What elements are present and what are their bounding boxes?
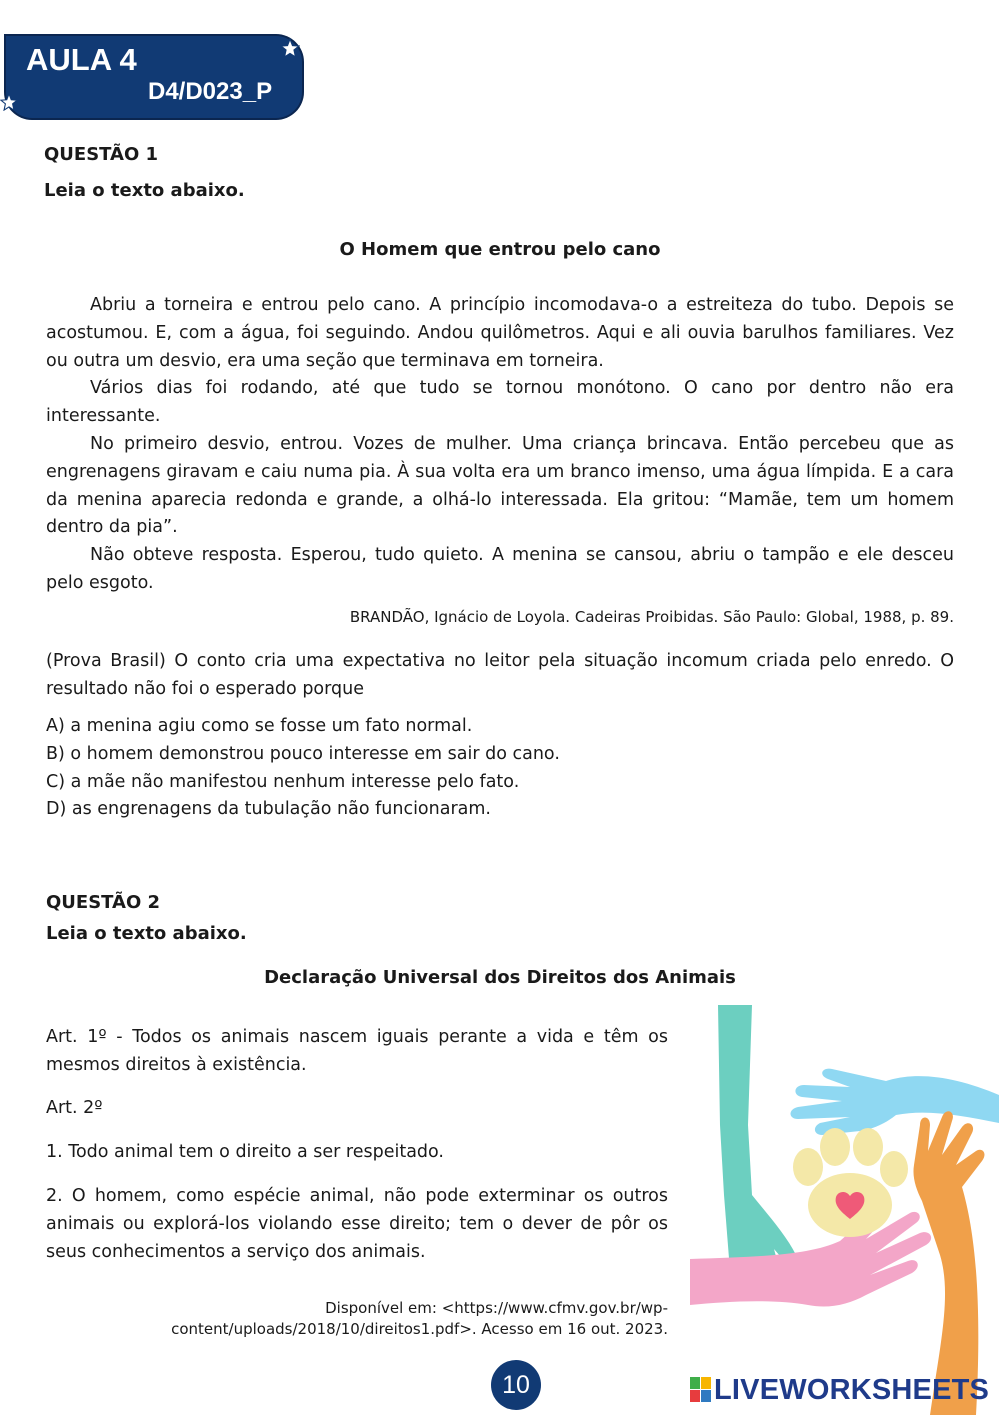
lesson-code: D4/D023_P bbox=[148, 78, 273, 105]
option-c[interactable]: C) a mãe não manifestou nenhum interesse pelo fato. bbox=[46, 771, 520, 792]
star-icon bbox=[280, 38, 300, 58]
question-2-instruction: Leia o texto abaixo. bbox=[46, 923, 247, 944]
declaration-source bbox=[46, 1298, 668, 1340]
story-paragraph: Vários dias foi rodando, até que tudo se tornou monótono. O cano por dentro não era interessante. bbox=[46, 378, 954, 427]
question-1-options bbox=[46, 713, 954, 824]
liveworksheets-logo bbox=[690, 1372, 989, 1408]
question-1-prompt: (Prova Brasil) O conto cria uma expectativa no leitor pela situação incomum criada pelo enredo. O resultado não foi o esperado porque bbox=[46, 651, 954, 699]
article-2-item-1: 1. Todo animal tem o direito a ser respeitado. bbox=[46, 1142, 444, 1162]
star-icon bbox=[0, 93, 18, 111]
question-1-instruction: Leia o texto abaixo. bbox=[44, 180, 245, 201]
article-1: Art. 1º - Todos os animais nascem iguais perante a vida e têm os mesmos direitos à existência. bbox=[46, 1027, 668, 1075]
story-paragraph: No primeiro desvio, entrou. Vozes de mulher. Uma criança brincava. Então percebeu que as engrenagens giravam e caiu numa pia. À sua volta era um branco imenso, uma água límpida. E a cara da menina aparecia redonda e grande, a olhá-lo interessada. Ela gritou: “Mamãe, tem um homem dentro da pia”. bbox=[46, 433, 954, 538]
paw-icon bbox=[793, 1128, 908, 1237]
story-source: BRANDÃO, Ignácio de Loyola. Cadeiras Proibidas. São Paulo: Global, 1988, p. 89. bbox=[349, 608, 954, 626]
declaration-title: Declaração Universal dos Direitos dos Animais bbox=[264, 967, 736, 988]
question-1-label: QUESTÃO 1 bbox=[44, 144, 159, 165]
option-d[interactable]: D) as engrenagens da tubulação não funcionaram. bbox=[46, 799, 491, 820]
hands-paw-illustration bbox=[690, 1005, 999, 1415]
orange-hand bbox=[913, 1111, 984, 1415]
logo-text: LIVEWORKSHEETS bbox=[714, 1373, 990, 1406]
logo-mark-icon bbox=[690, 1377, 712, 1403]
article-2-item-2: 2. O homem, como espécie animal, não pode exterminar os outros animais ou explorá-los violando esse direito; tem o dever de pôr os seus conhecimentos a serviço dos animais. bbox=[46, 1186, 668, 1262]
story-text bbox=[46, 292, 954, 598]
source-line: Disponível em: <https://www.cfmv.gov.br/wp- bbox=[325, 1299, 668, 1317]
question-2-label: QUESTÃO 2 bbox=[46, 892, 161, 913]
option-b[interactable]: B) o homem demonstrou pouco interesse em sair do cano. bbox=[46, 743, 560, 764]
source-line: content/uploads/2018/10/direitos1.pdf>. Acesso em 16 out. 2023. bbox=[171, 1320, 668, 1338]
option-a[interactable]: A) a menina agiu como se fosse um fato normal. bbox=[46, 716, 473, 736]
article-2-heading: Art. 2º bbox=[46, 1098, 103, 1118]
story-title: O Homem que entrou pelo cano bbox=[339, 239, 661, 260]
story-paragraph: Abriu a torneira e entrou pelo cano. A princípio incomodava-o a estreiteza do tubo. Depois se acostumou. E, com a água, foi seguindo. Andou quilômetros. Aqui e ali ouvia barulhos familiares. Vez ou outra um desvio, era uma seção que terminava em torneira. bbox=[46, 295, 954, 371]
page-number: 10 bbox=[491, 1360, 541, 1410]
lesson-badge bbox=[6, 36, 302, 118]
story-paragraph: Não obteve resposta. Esperou, tudo quieto. A menina se cansou, abriu o tampão e ele desceu pelo esgoto. bbox=[46, 545, 954, 593]
teal-hand bbox=[718, 1005, 799, 1292]
lesson-title: AULA 4 bbox=[26, 42, 137, 77]
